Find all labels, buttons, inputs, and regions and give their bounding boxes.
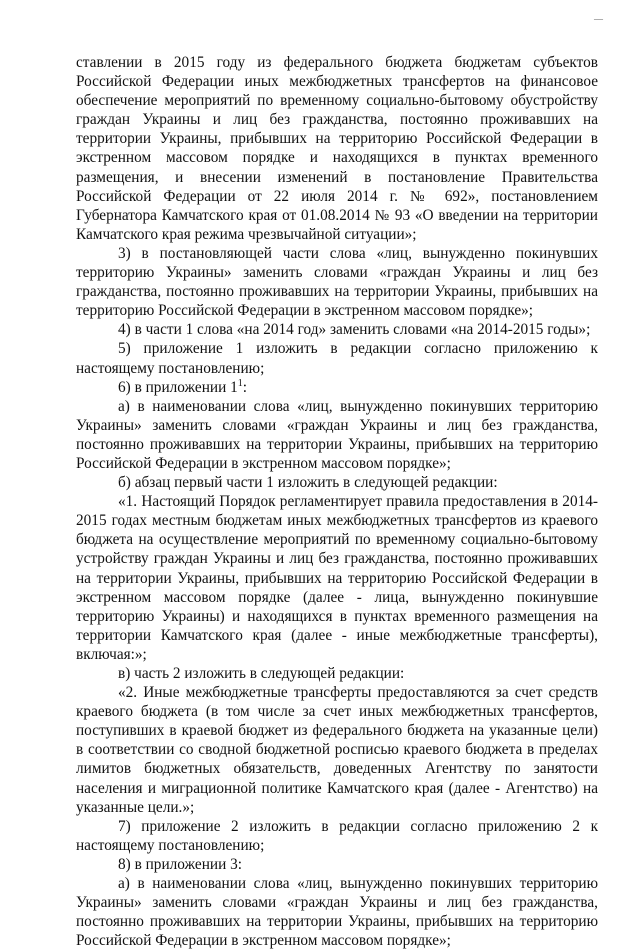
paragraph-continuation: ставлении в 2015 году из федерального бюджета бюджетам субъектов Российской Федерации иных межбюджетных трансфертов на финансовое обеспечение мероприятий по временному социально-бытовому обустройству граждан Украины и лиц без гражданства, постоянно проживавших на территории Украины, прибывших на территорию Российской Федерации в экстренном массовом порядке и находящихся в пунктах временного размещения, и внесении изменений в постановление Правительства Российской Федерации от 22 июля 2014 г. № 692», постановлением Губернатора Камчатского края от 01.08.2014 № 93 «О введении на территории Камчатского края режима чрезвычайной ситуации»; — [76, 54, 598, 243]
paragraph-item-5: 5) приложение 1 изложить в редакции согласно приложению к настоящему постановлению; — [76, 340, 598, 377]
paragraph-item-4: 4) в части 1 слова «на 2014 год» заменить словами «на 2014-2015 годы»; — [118, 321, 591, 339]
paragraph-item-6 — [76, 378, 598, 397]
paragraph-item-6-colon: : — [242, 378, 247, 396]
paragraph-quote-1: «1. Настоящий Порядок регламентирует правила предоставления в 2014-2015 годах местным бюджетам иных межбюджетных трансфертов из краевого бюджета на осуществление мероприятий по временному социально-бытовому устройству граждан Украины и лиц без гражданства, постоянно проживавших на территории Украины, прибывших на территорию Российской Федерации в экстренном массовом порядке (далее - лица, вынужденно покинувшие территорию Украины) и находящихся в пунктах временного размещения на территории Камчатского края (далее - иные межбюджетные трансферты), включая:»; — [76, 493, 598, 663]
paragraph-quote-2: «2. Иные межбюджетные трансферты предоставляются за счет средств краевого бюджета (в том числе за счет иных межбюджетных трансфертов, поступивших в краевой бюджет из федерального бюджета на указанные цели) в соответствии со сводной бюджетной росписью краевого бюджета в пределах лимитов бюджетных обязательств, доведенных Агентству по занятости населения и миграционной политике Камчатского края (далее - Агентство) на указанные цели.»; — [76, 684, 598, 816]
page-corner-mark: — — [594, 14, 603, 24]
paragraph-item-6-text: 6) в приложении 1 — [118, 378, 238, 396]
paragraph-item-3: 3) в постановляющей части слова «лиц, вынужденно покинувших территорию Украины» заменить словами «граждан Украины и лиц без гражданства, постоянно проживавших на территории Украины, прибывших на территорию Российской Федерации в экстренном массовом порядке»; — [76, 244, 598, 320]
paragraph-subitem-v: в) часть 2 изложить в следующей редакции: — [118, 665, 405, 682]
paragraph-subitem-a-2: а) в наименовании слова «лиц, вынужденно покинувших территорию Украины» заменить словами «граждан Украины и лиц без гражданства, постоянно проживавших на территории Украины, прибывших на территорию Российской Федерации в экстренном массовом порядке»; — [76, 875, 598, 950]
paragraph-item-7: 7) приложение 2 изложить в редакции согласно приложению 2 к настоящему постановлению; — [76, 817, 598, 854]
paragraph-item-8: 8) в приложении 3: — [118, 855, 242, 873]
document-body — [76, 53, 598, 950]
paragraph-subitem-b: б) абзац первый части 1 изложить в следующей редакции: — [118, 474, 498, 492]
superscript-number: 1 — [237, 377, 243, 389]
paragraph-subitem-a: а) в наименовании слова «лиц, вынужденно покинувших территорию Украины» заменить словами «граждан Украины и лиц без гражданства, постоянно проживавших на территории Украины, прибывших на территорию Российской Федерации в экстренном массовом порядке»; — [76, 397, 598, 472]
